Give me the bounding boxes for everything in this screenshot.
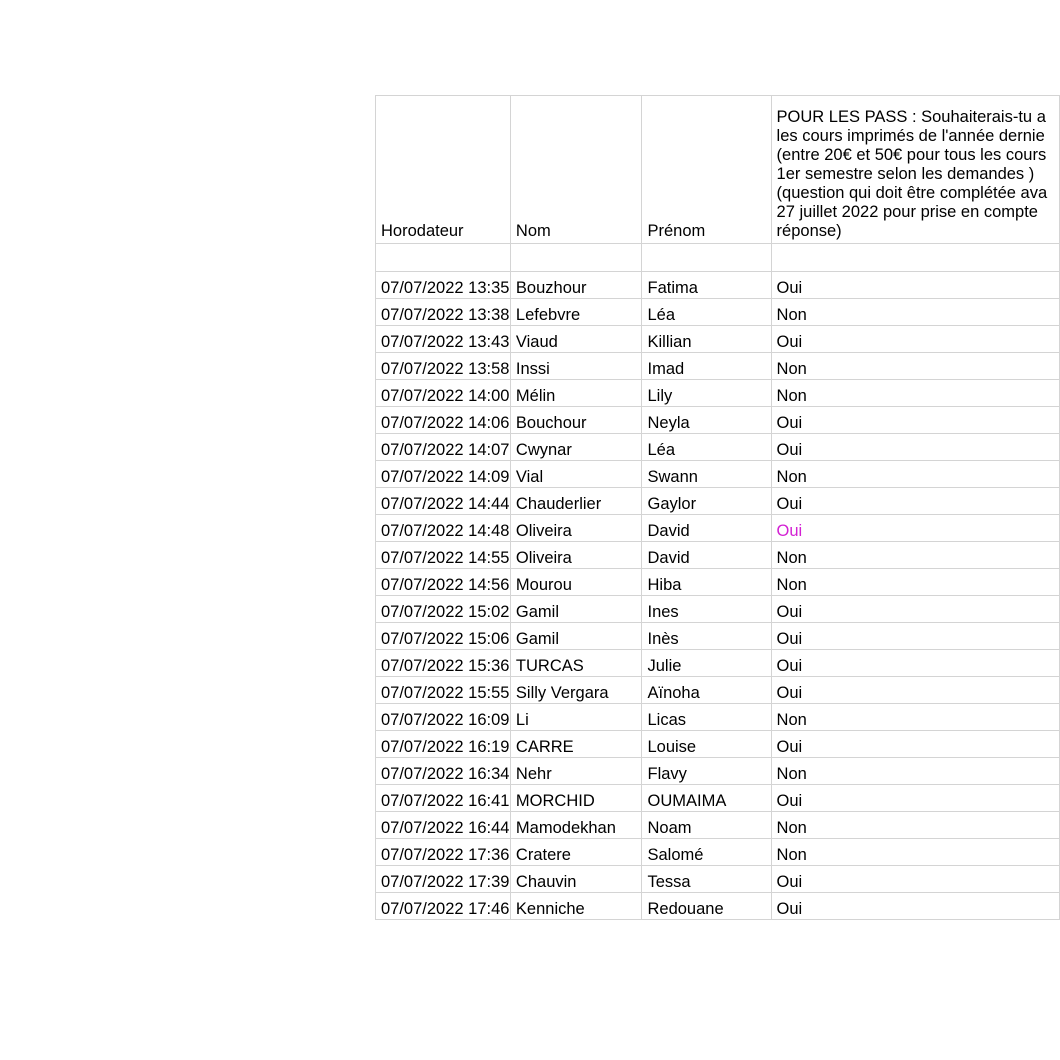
cell-nom[interactable]: Oliveira [510,515,642,542]
table-row [376,704,1060,731]
cell-horodateur[interactable]: 07/07/2022 17:46 [376,893,511,920]
cell-prenom[interactable]: David [642,542,771,569]
cell-horodateur[interactable]: 07/07/2022 14:07 [376,434,511,461]
header-row [376,96,1060,244]
spreadsheet-table [375,95,1060,920]
cell-horodateur[interactable]: 07/07/2022 16:44 [376,812,511,839]
header-horodateur[interactable]: Horodateur [376,96,511,244]
cell-nom[interactable]: Vial [510,461,642,488]
table-row [376,731,1060,758]
cell-horodateur[interactable]: 07/07/2022 13:43 [376,326,511,353]
cell-prenom[interactable]: Louise [642,731,771,758]
cell-nom[interactable]: Gamil [510,596,642,623]
cell-horodateur[interactable]: 07/07/2022 14:09 [376,461,511,488]
cell-nom[interactable]: Mourou [510,569,642,596]
cell-nom[interactable]: Inssi [510,353,642,380]
cell-prenom[interactable]: Hiba [642,569,771,596]
table-row [376,353,1060,380]
cell-horodateur[interactable]: 07/07/2022 13:58 [376,353,511,380]
table-row [376,839,1060,866]
cell-reponse[interactable]: Non [771,704,1059,731]
blank-cell[interactable] [510,244,642,272]
blank-cell[interactable] [376,244,511,272]
table-row [376,785,1060,812]
table-row [376,515,1060,542]
cell-prenom[interactable]: Léa [642,434,771,461]
cell-reponse[interactable]: Non [771,299,1059,326]
cell-horodateur[interactable]: 07/07/2022 13:35 [376,272,511,299]
cell-reponse[interactable]: Non [771,461,1059,488]
table-row [376,677,1060,704]
cell-reponse[interactable]: Non [771,542,1059,569]
cell-prenom[interactable]: Salomé [642,839,771,866]
table-row [376,650,1060,677]
cell-nom[interactable]: Bouchour [510,407,642,434]
cell-reponse[interactable]: Non [771,569,1059,596]
cell-nom[interactable]: TURCAS [510,650,642,677]
table-row [376,461,1060,488]
table-row [376,434,1060,461]
cell-prenom[interactable]: Killian [642,326,771,353]
cell-nom[interactable]: Mélin [510,380,642,407]
cell-prenom[interactable]: Inès [642,623,771,650]
cell-reponse[interactable]: Non [771,839,1059,866]
cell-nom[interactable]: Li [510,704,642,731]
table-row [376,380,1060,407]
cell-nom[interactable]: Bouzhour [510,272,642,299]
cell-prenom[interactable]: Fatima [642,272,771,299]
cell-reponse[interactable]: Oui [771,893,1059,920]
cell-reponse[interactable]: Oui [771,866,1059,893]
cell-reponse[interactable]: Oui [771,272,1059,299]
cell-horodateur[interactable]: 07/07/2022 14:44 [376,488,511,515]
cell-prenom[interactable]: Tessa [642,866,771,893]
cell-reponse[interactable]: Oui [771,326,1059,353]
cell-horodateur[interactable]: 07/07/2022 14:00 [376,380,511,407]
table-row [376,866,1060,893]
cell-horodateur[interactable]: 07/07/2022 17:36 [376,839,511,866]
cell-horodateur[interactable]: 07/07/2022 16:19 [376,731,511,758]
cell-prenom[interactable]: Imad [642,353,771,380]
cell-horodateur[interactable]: 07/07/2022 13:38 [376,299,511,326]
cell-reponse[interactable]: Oui [771,650,1059,677]
cell-nom[interactable]: Gamil [510,623,642,650]
cell-reponse[interactable]: Oui [771,488,1059,515]
cell-prenom[interactable]: Noam [642,812,771,839]
cell-nom[interactable]: Kenniche [510,893,642,920]
blank-row [376,244,1060,272]
table-row [376,299,1060,326]
cell-nom[interactable]: CARRE [510,731,642,758]
table-row [376,272,1060,299]
table-row [376,893,1060,920]
cell-prenom[interactable]: Ines [642,596,771,623]
cell-prenom[interactable]: Licas [642,704,771,731]
cell-prenom[interactable]: OUMAIMA [642,785,771,812]
cell-nom[interactable]: Mamodekhan [510,812,642,839]
cell-nom[interactable]: Oliveira [510,542,642,569]
cell-nom[interactable]: Chauvin [510,866,642,893]
table-row [376,758,1060,785]
cell-prenom[interactable]: Gaylor [642,488,771,515]
cell-reponse[interactable]: Non [771,353,1059,380]
cell-nom[interactable]: Cwynar [510,434,642,461]
header-nom[interactable]: Nom [510,96,642,244]
cell-horodateur[interactable]: 07/07/2022 16:34 [376,758,511,785]
table-row [376,812,1060,839]
cell-reponse[interactable]: Oui [771,596,1059,623]
table-row [376,488,1060,515]
blank-cell[interactable] [642,244,771,272]
cell-reponse[interactable]: Oui [771,731,1059,758]
header-question[interactable]: POUR LES PASS : Souhaiterais-tu a les cours imprimés de l'année dernie (entre 20€ et 50€ pour tous les cours 1er semestre selon les demandes ) (question qui doit être complétée ava 27 juillet 2022 pour prise en compte réponse) [771,96,1059,244]
cell-horodateur[interactable]: 07/07/2022 16:41 [376,785,511,812]
blank-cell[interactable] [771,244,1059,272]
cell-prenom[interactable]: Swann [642,461,771,488]
cell-prenom[interactable]: David [642,515,771,542]
cell-prenom[interactable]: Léa [642,299,771,326]
cell-prenom[interactable]: Flavy [642,758,771,785]
cell-reponse[interactable]: Oui [771,677,1059,704]
cell-reponse[interactable]: Oui [771,434,1059,461]
cell-horodateur[interactable]: 07/07/2022 14:06 [376,407,511,434]
cell-reponse[interactable]: Non [771,812,1059,839]
table-row [376,623,1060,650]
cell-horodateur[interactable]: 07/07/2022 17:39 [376,866,511,893]
cell-horodateur[interactable]: 07/07/2022 15:02 [376,596,511,623]
header-prenom[interactable]: Prénom [642,96,771,244]
cell-horodateur[interactable]: 07/07/2022 15:36 [376,650,511,677]
cell-nom[interactable]: Cratere [510,839,642,866]
cell-reponse[interactable]: Oui [771,785,1059,812]
cell-nom[interactable]: Viaud [510,326,642,353]
cell-prenom[interactable]: Lily [642,380,771,407]
cell-reponse[interactable]: Non [771,758,1059,785]
cell-nom[interactable]: Silly Vergara [510,677,642,704]
table-row [376,596,1060,623]
cell-prenom[interactable]: Julie [642,650,771,677]
cell-nom[interactable]: Chauderlier [510,488,642,515]
table-row [376,407,1060,434]
table-row [376,326,1060,353]
cell-reponse[interactable]: Non [771,380,1059,407]
cell-reponse[interactable]: Oui [771,623,1059,650]
cell-horodateur[interactable]: 07/07/2022 15:06 [376,623,511,650]
cell-nom[interactable]: Lefebvre [510,299,642,326]
cell-nom[interactable]: Nehr [510,758,642,785]
cell-reponse[interactable]: Oui [771,515,1059,542]
cell-horodateur[interactable]: 07/07/2022 14:48 [376,515,511,542]
cell-reponse[interactable]: Oui [771,407,1059,434]
table-row [376,569,1060,596]
cell-horodateur[interactable]: 07/07/2022 16:09 [376,704,511,731]
cell-nom[interactable]: MORCHID [510,785,642,812]
cell-horodateur[interactable]: 07/07/2022 14:55 [376,542,511,569]
table-row [376,542,1060,569]
cell-prenom[interactable]: Neyla [642,407,771,434]
cell-prenom[interactable]: Aïnoha [642,677,771,704]
cell-prenom[interactable]: Redouane [642,893,771,920]
cell-horodateur[interactable]: 07/07/2022 14:56 [376,569,511,596]
cell-horodateur[interactable]: 07/07/2022 15:55 [376,677,511,704]
